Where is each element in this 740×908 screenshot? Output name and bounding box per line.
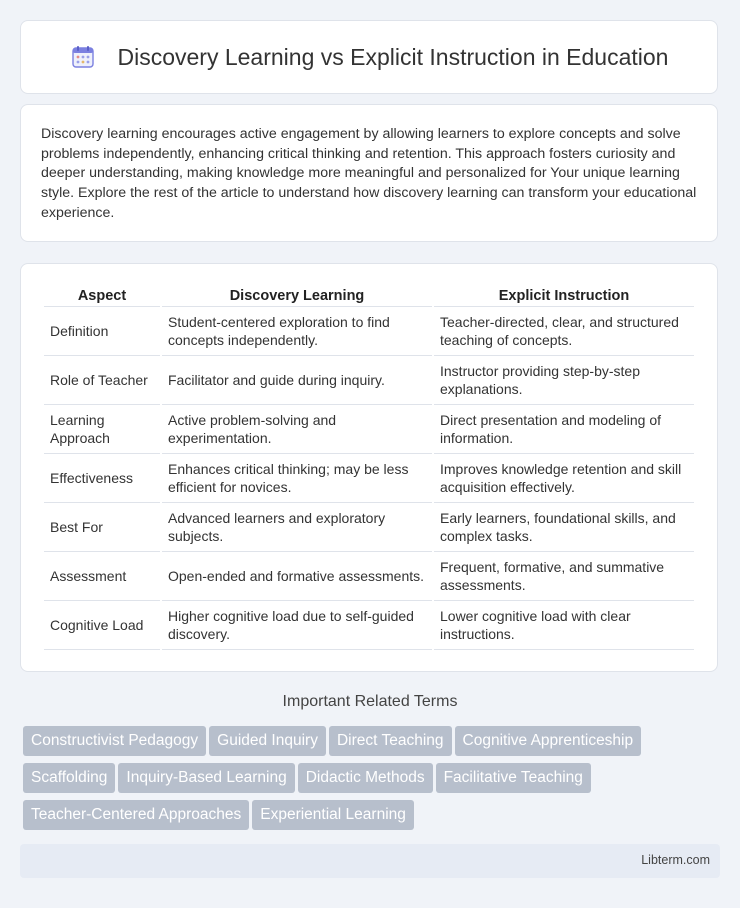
- table-row: [44, 552, 694, 601]
- table-row: [44, 454, 694, 503]
- related-term-tag[interactable]: Experiential Learning: [252, 800, 414, 830]
- row-discovery: Facilitator and guide during inquiry.: [162, 356, 432, 405]
- row-aspect: Effectiveness: [44, 454, 160, 503]
- table-row: [44, 503, 694, 552]
- footer: [20, 844, 720, 878]
- column-header-discovery: Discovery Learning: [162, 284, 432, 307]
- row-aspect: Definition: [44, 307, 160, 356]
- table-row: [44, 356, 694, 405]
- row-discovery: Open-ended and formative assessments.: [162, 552, 432, 601]
- row-aspect: Learning Approach: [44, 405, 160, 454]
- row-explicit: Instructor providing step-by-step explanations.: [434, 356, 694, 405]
- related-term-tag[interactable]: Inquiry-Based Learning: [118, 763, 294, 793]
- header-card: [20, 20, 718, 94]
- row-discovery: Active problem-solving and experimentation.: [162, 405, 432, 454]
- row-aspect: Cognitive Load: [44, 601, 160, 650]
- related-term-tag[interactable]: Didactic Methods: [298, 763, 433, 793]
- related-terms-list: [23, 726, 723, 837]
- related-terms-heading: Important Related Terms: [282, 693, 458, 710]
- page-title: Discovery Learning vs Explicit Instruction in Education: [117, 43, 669, 70]
- related-term-tag[interactable]: Facilitative Teaching: [436, 763, 591, 793]
- table-header-row: [44, 284, 694, 307]
- row-discovery: Enhances critical thinking; may be less efficient for novices.: [162, 454, 432, 503]
- row-discovery: Higher cognitive load due to self-guided discovery.: [162, 601, 432, 650]
- related-term-tag[interactable]: Scaffolding: [23, 763, 115, 793]
- table-row: [44, 601, 694, 650]
- row-explicit: Frequent, formative, and summative assessments.: [434, 552, 694, 601]
- row-aspect: Assessment: [44, 552, 160, 601]
- row-explicit: Lower cognitive load with clear instructions.: [434, 601, 694, 650]
- row-discovery: Advanced learners and exploratory subjects.: [162, 503, 432, 552]
- column-header-explicit: Explicit Instruction: [434, 284, 694, 307]
- table-row: [44, 405, 694, 454]
- intro-text: Discovery learning encourages active engagement by allowing learners to explore concepts and solve problems independently, enhancing critical thinking and retention. This approach fosters curiosity and deeper understanding, making knowledge more meaningful and personalized for Your unique learning style. Explore the rest of the article to understand how discovery learning can transform your educational experience.: [41, 126, 697, 221]
- row-explicit: Teacher-directed, clear, and structured teaching of concepts.: [434, 307, 694, 356]
- table-row: [44, 307, 694, 356]
- related-term-tag[interactable]: Guided Inquiry: [209, 726, 326, 756]
- row-aspect: Role of Teacher: [44, 356, 160, 405]
- comparison-table-card: [20, 263, 718, 672]
- row-aspect: Best For: [44, 503, 160, 552]
- row-explicit: Improves knowledge retention and skill acquisition effectively.: [434, 454, 694, 503]
- related-term-tag[interactable]: Teacher-Centered Approaches: [23, 800, 249, 830]
- row-discovery: Student-centered exploration to find concepts independently.: [162, 307, 432, 356]
- footer-site-link[interactable]: Libterm.com: [641, 853, 710, 867]
- related-term-tag[interactable]: Cognitive Apprenticeship: [455, 726, 642, 756]
- row-explicit: Early learners, foundational skills, and complex tasks.: [434, 503, 694, 552]
- related-term-tag[interactable]: Constructivist Pedagogy: [23, 726, 206, 756]
- row-explicit: Direct presentation and modeling of information.: [434, 405, 694, 454]
- calendar-icon: [70, 44, 96, 70]
- comparison-table: [42, 284, 696, 650]
- intro-card: [20, 104, 718, 242]
- related-term-tag[interactable]: Direct Teaching: [329, 726, 452, 756]
- column-header-aspect: Aspect: [44, 284, 160, 307]
